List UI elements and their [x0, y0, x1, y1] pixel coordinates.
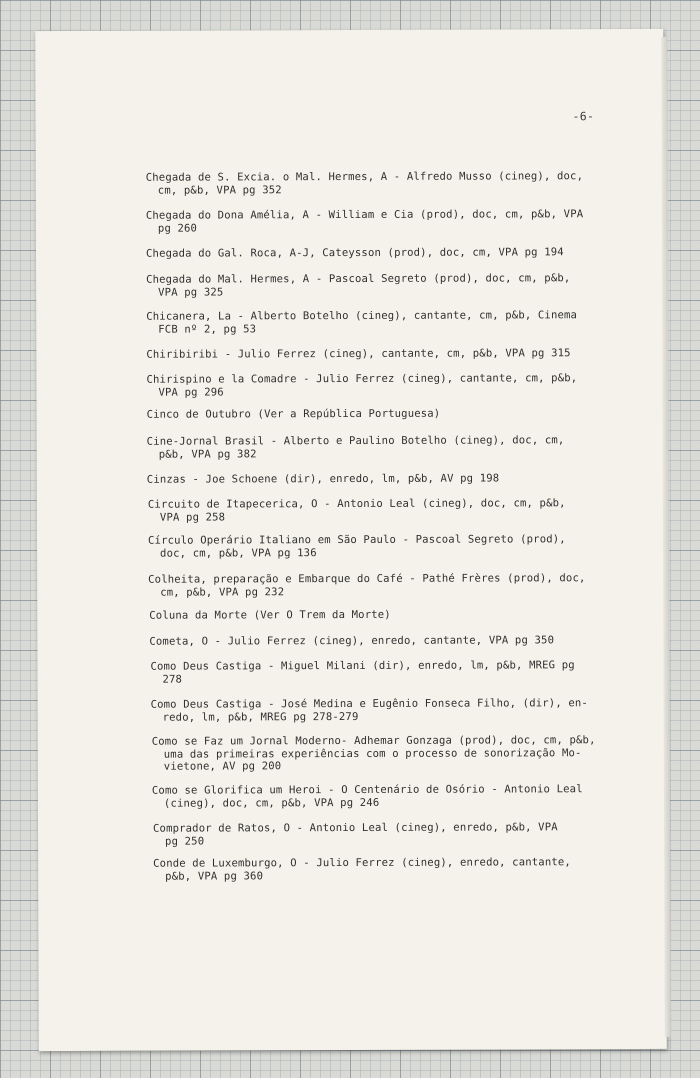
entry — [147, 434, 617, 461]
entry-line: cm, p&b, VPA pg 352 — [157, 183, 282, 197]
entry-line: Chegada do Mal. Hermes, A - Pascoal Segreto (prod), doc, cm, p&b, — [146, 272, 571, 286]
entry — [146, 272, 616, 299]
entry-line: Cinzas - Joe Schoene (dir), enredo, lm, p&b, AV pg 198 — [146, 472, 500, 486]
entry — [146, 246, 616, 260]
entry — [148, 533, 618, 560]
entry-line: Como se Faz um Jornal Moderno- Adhemar Gonzaga (prod), doc, cm, p&b, — [151, 734, 596, 748]
entry-line: Cinco de Outubro (Ver a República Portuguesa) — [146, 407, 441, 421]
entry-line: pg 250 — [165, 835, 205, 848]
entry — [146, 208, 616, 235]
entry-line: Chegada do Dona Amélia, A - William e Cia (prod), doc, cm, p&b, VPA — [145, 208, 584, 222]
entry-line: Chiribiribi - Julio Ferrez (cineg), cantante, cm, p&b, VPA pg 315 — [146, 347, 571, 361]
entry-line: Como Deus Castiga - José Medina e Eugênio Fonseca Filho, (dir), en- — [150, 697, 588, 711]
entry-line: Chegada de S. Excia. o Mal. Hermes, A - Alfredo Musso (cineg), doc, — [145, 170, 584, 184]
entry-line: Chirispino e la Comadre - Julio Ferrez (cineg), cantante, cm, p&b, — [146, 372, 578, 386]
entry — [146, 309, 616, 336]
entry — [153, 821, 623, 848]
entry — [148, 497, 618, 524]
entry-line: VPA pg 258 — [159, 510, 226, 524]
entry — [146, 170, 616, 197]
document-sheet — [35, 29, 667, 1051]
entry-line: (cineg), doc, cm, p&b, VPA pg 246 — [163, 796, 380, 810]
entry-line: Coluna da Morte (Ver O Trem da Morte) — [149, 608, 391, 622]
entry — [147, 407, 617, 421]
page-number: -6- — [572, 109, 595, 124]
entry-line: Chegada do Gal. Roca, A-J, Cateysson (prod), doc, cm, VPA pg 194 — [145, 246, 564, 260]
entry-line: Comprador de Ratos, O - Antonio Leal (cineg), enredo, p&b, VPA — [152, 821, 558, 835]
entry-line: Conde de Luxemburgo, O - Julio Ferrez (cineg), enredo, cantante, — [153, 856, 571, 870]
entry-line: Cine-Jornal Brasil - Alberto e Paulino Botelho (cineg), doc, cm, — [146, 434, 565, 448]
entry — [153, 856, 623, 883]
entry-line: VPA pg 296 — [158, 385, 224, 399]
entry — [152, 783, 622, 810]
entry — [147, 472, 617, 486]
entry-line: redo, lm, p&b, MREG pg 278-279 — [162, 710, 359, 724]
entry-line: FCB nº 2, pg 53 — [158, 322, 257, 336]
entry-line: p&b, VPA pg 382 — [158, 447, 257, 461]
entry-line: uma das primeiras experiências com o processo de sonorização Mo- — [163, 746, 582, 761]
entry-line: Circuito de Itapecerica, O - Antonio Leal (cineg), doc, cm, p&b, — [147, 497, 566, 511]
entry-line: vietone, AV pg 200 — [163, 760, 282, 773]
entry — [148, 572, 618, 599]
entry-line: 278 — [162, 673, 183, 686]
entry — [149, 634, 619, 648]
entry-line: Círculo Operário Italiano em São Paulo - Pascoal Segreto (prod), — [147, 533, 566, 547]
entry — [146, 372, 616, 399]
entry-line: Como se Glorifica um Heroi - O Centenário de Osório - Antonio Leal — [151, 783, 583, 797]
entry — [151, 697, 621, 724]
entry-line: pg 260 — [157, 222, 198, 235]
entry — [149, 608, 619, 622]
filmography-entries — [35, 29, 667, 1051]
entry-line: Como Deus Castiga - Miguel Milani (dir), enredo, lm, p&b, MREG pg — [150, 659, 575, 673]
entry-line: Cometa, O - Julio Ferrez (cineg), enredo, cantante, VPA pg 350 — [149, 634, 555, 648]
entry — [150, 659, 620, 686]
entry-line: Colheita, preparação e Embarque do Café - Pathé Frères (prod), doc, — [148, 572, 586, 586]
entry-line: p&b, VPA pg 360 — [165, 869, 264, 883]
entry-line: Chicanera, La - Alberto Botelho (cineg), cantante, cm, p&b, Cinema — [146, 309, 578, 323]
entry — [152, 734, 622, 773]
entry-line: cm, p&b, VPA pg 232 — [160, 585, 285, 599]
entry-line: VPA pg 325 — [158, 285, 224, 299]
entry-line: doc, cm, p&b, VPA pg 136 — [160, 546, 317, 560]
entry — [146, 347, 616, 361]
